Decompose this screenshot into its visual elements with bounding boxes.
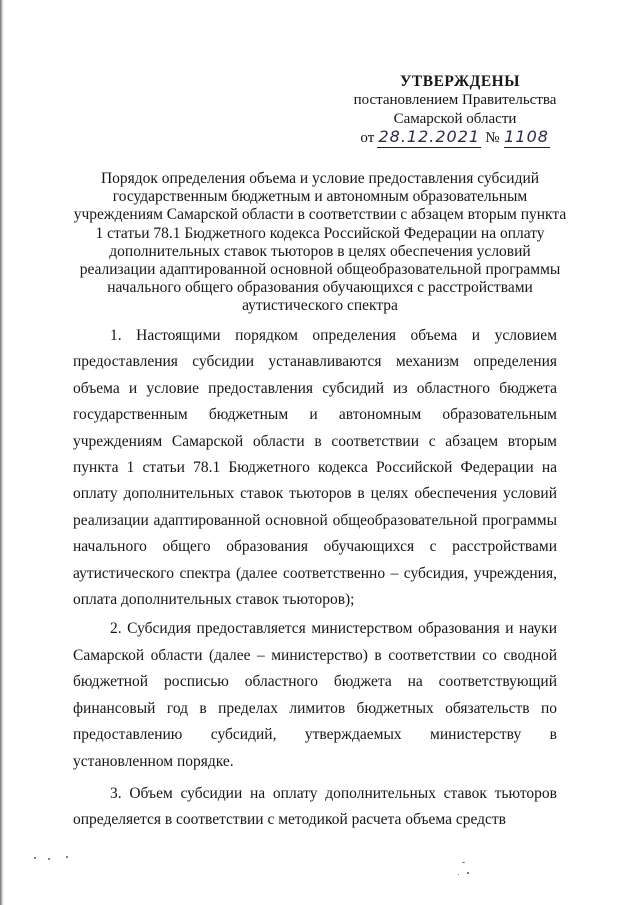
number-sign: №: [485, 130, 500, 146]
document-heading: Порядок определения объема и условие предоставления субсидий государственным бюджетным и автономным образовательным учреждениям Самарской области в соответствии с абзацем вторым пункта 1 статьи 78.1 Бюджетного кодекса Российской Федерации на оплату дополнительных ставок тьюторов в целях обеспечения условий реализации адаптированной основной общеобразовательной программы начального общего образования обучающихся с расстройствами аутистического спектра: [73, 170, 567, 315]
approval-title: УТВЕРЖДЕНЫ: [400, 73, 520, 90]
approval-date-line: [340, 129, 570, 148]
scan-speck: [34, 857, 36, 859]
scan-edge-shadow: [0, 0, 4, 905]
approval-block: [340, 72, 570, 148]
scan-speck: [458, 874, 459, 875]
number-handwritten: 1108: [504, 127, 549, 146]
number-field: [504, 129, 550, 148]
paragraph-2: 2. Субсидия предоставляется министерством образования и науки Самарской области (далее – министерство) в соответствии со сводной бюджетной росписью областного бюджета на соответствующий финансовый год в пределах лимитов бюджетных обязательств по предоставлению субсидий, утверждаемых министерству в установленном порядке.: [73, 620, 557, 770]
scan-speck: [467, 872, 469, 874]
scan-speck: [462, 862, 465, 863]
scan-speck: [66, 856, 68, 858]
approval-line-1: постановлением Правительства: [353, 92, 557, 108]
date-handwritten: 28.12.2021: [378, 127, 481, 146]
date-field: [377, 129, 481, 148]
paragraph-1: 1. Настоящими порядком определения объема и условием предоставления субсидии устанавливаются механизм определения объема и условие предоставления субсидий из областного бюджета государственным бюджетным и автономным образовательным учреждениям Самарской области в соответствии с абзацем вторым пункта 1 статьи 78.1 Бюджетного кодекса Российской Федерации на оплату дополнительных ставок тьюторов в целях обеспечения условий реализации адаптированной основной общеобразовательной программы начального общего образования обучающихся с расстройствами аутистического спектра (далее соответственно – субсидия, учреждения, оплата дополнительных ставок тьюторов);: [73, 327, 557, 609]
document-body: [73, 323, 557, 837]
date-prefix: от: [360, 130, 375, 146]
scan-speck: [48, 858, 50, 860]
approval-line-2: Самарской области: [393, 111, 517, 127]
paragraph-3: 3. Объем субсидии на оплату дополнительных ставок тьюторов определяется в соответствии с методикой расчета объема средств: [73, 784, 557, 829]
